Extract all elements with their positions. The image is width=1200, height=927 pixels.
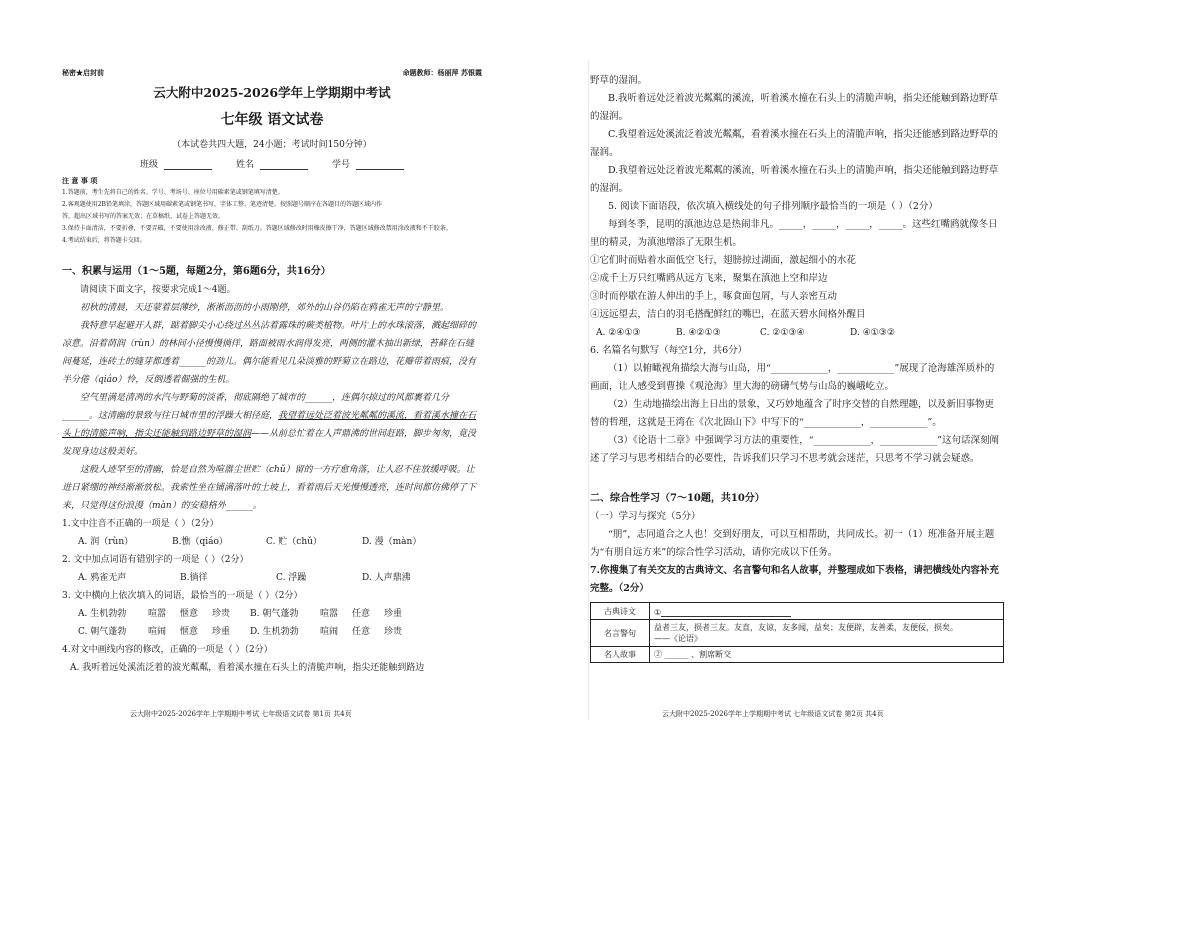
exam-title: 云大附中2025-2026学年上学期期中考试 — [153, 85, 391, 100]
note-item: 3.保持卡面清洁，不要折叠，不要弄破，不要使用涂改液、修正带、刮纸刀。答题区域修改时用橡皮擦干净，答题区域修改禁用涂改液和不干胶条。 — [62, 225, 452, 232]
table-row-label: 古典诗文 — [591, 603, 650, 620]
question-6-3: （3）《论语十二章》中强调学习方法的重要性，“____________，____________”这句话深刻阐述了学习与思考相结合的必要性，告诉我们只学习不思考就会迷茫，只思考不学习就会疑惑。 — [590, 435, 1000, 464]
table-row-label: 名人故事 — [591, 647, 650, 663]
question-5-options — [590, 324, 1002, 342]
question-3-options-row: A. 生机勃勃 喧嚣 惬意 珍贵 B. 朝气蓬勃 喧嚣 任意 珍重 — [78, 609, 403, 619]
question-5-item: ①它们时而贴着水面低空飞行，翅膀掠过湖面，激起细小的水花 — [590, 255, 857, 266]
question-4: 4.对文中画线内容的修改，正确的一项是（ ）（2分） — [62, 645, 273, 655]
table-cell: ② ______ 、割席断交 — [650, 647, 1004, 663]
question-7-table — [590, 602, 1004, 663]
option: A. ②④①③ — [596, 328, 641, 338]
section-2-heading: 二、综合性学习（7～10题，共10分） — [590, 493, 765, 504]
question-6: 6. 名篇名句默写（每空1分，共6分） — [590, 345, 748, 356]
passage-paragraph: 我特意早起避开人群，踮着脚尖小心绕过丛丛沾着露珠的蕨类植物。叶片上的水珠滚落，溅起细碎的凉意。沿着荫润（rùn）的林间小径慢慢徜徉，路面被雨水润得发亮，两侧的灌木抽出新绿，苔藓在石缝间蔓延，连砖土的缝芽都透着______的劲儿。偶尔能看见几朵淡雅的野菊立在路边，花瓣带着雨痕，没有半分倦（qiáo）怜，反倒透着倔强的生机。 — [62, 321, 477, 385]
instruction: 请阅读下面文字，按要求完成1～4题。 — [80, 285, 236, 295]
note-item: 1.答题前，考生先将自己的姓名、学号、考场号、座位号用碳素笔或钢笔填写清楚。 — [62, 189, 284, 196]
question-4-option-d: D.我望着远处泛着波光粼粼的溪流，听着溪水撞在石头上的清脆声响，指尖还能触到路边野草的湿润。 — [590, 165, 999, 194]
passage-paragraph: 这般人迹罕至的清幽，恰是自然为喧嚣尘世贮（chǔ）留的一方疗愈角落，让人忍不住放缓呼吸。让进日紧绷的神经渐渐放松。我索性坐在铺满落叶的土坡上，看着雨后天光慢慢透亮，连时间都仿佛停了下来，只觉得这份浪漫（màn）的安稳格外______。 — [62, 465, 477, 511]
question-5-item: ②成千上万只红嘴鸥从远方飞来，聚集在滇池上空和岸边 — [590, 273, 828, 284]
notes-heading: 注 意 事 项 — [62, 176, 98, 185]
student-fields — [62, 157, 482, 170]
student-id-field: 学号 — [332, 157, 404, 170]
question-2-options — [62, 569, 482, 587]
question-5-item: ③时而停歇在游人伸出的手上，啄食面包屑，与人亲密互动 — [590, 291, 838, 302]
question-6-1: （1）以俯瞰视角描绘大海与山岛，用“____________，____________”展现了沧海雄浑质朴的画面，让人感受到曹操《观沧海》里大海的磅礴气势与山岛的巍峨屹立。 — [590, 363, 995, 392]
subsection-heading: （一）学习与探究（5分） — [590, 511, 701, 522]
page-footer: 云大附中2025-2026学年上学期期中考试 七年级语文试卷 第1页 共4页 — [130, 710, 352, 718]
option: D. ④①③② — [850, 328, 895, 338]
question-4-option-a: A. 我听着远处溪流泛着的波光粼粼，看着溪水撞在石头上的清脆声响，指尖还能触到路边 — [70, 663, 425, 673]
question-3-options-row: C. 朝气蓬勃 喧闹 惬意 珍重 D. 生机勃勃 喧闹 任意 珍贵 — [78, 627, 403, 637]
option: B. ④②①③ — [676, 328, 721, 338]
subsection-intro: “朋”，志同道合之人也！交到好朋友，可以互相帮助，共同成长。初一（1）班准备开展主题为“有朋自远方来”的综合性学习活动，请你完成以下任务。 — [590, 529, 995, 558]
question-3: 3. 文中横向上依次填入的词语，最恰当的一项是（ ）（2分） — [62, 591, 303, 601]
question-7: 7.你搜集了有关交友的古典诗文、名言警句和名人故事，并整理成如下表格，请把横线处内容补充完整。（2分） — [590, 565, 999, 594]
exam-info: （本试卷共四大题，24小题；考试时间150分钟） — [172, 140, 372, 150]
question-5: 5. 阅读下面语段，依次填入横线处的句子排列顺序最恰当的一项是（ ）（2分） — [608, 201, 938, 212]
question-6-2: （2）生动地描绘出海上日出的景象，又巧妙地蕴含了时序交替的自然理趣，以及新旧事物更替的哲理，这就是王湾在《次北固山下》中写下的“____________，____________”。 — [590, 399, 995, 428]
confidential-mark: 秘密★启封前 — [62, 68, 104, 77]
question-1-options — [62, 533, 482, 551]
option: B.憔（qiáo） — [172, 537, 228, 547]
option: A. 鸦雀无声 — [78, 573, 127, 583]
question-4-option-a-cont: 野草的湿润。 — [590, 75, 648, 86]
table-row-label: 名言警句 — [591, 620, 650, 647]
note-item: 答，超出区域书写的答案无效；在草稿纸、试卷上答题无效。 — [62, 213, 225, 220]
option: C. 浮躁 — [276, 573, 307, 583]
table-cell: 益者三友，损者三友。友直，友谅，友多闻，益矣；友便辟，友善柔，友便佞，损矣。 ——《论语》 — [650, 620, 1004, 647]
note-item: 4.考试结束后，将答题卡交回。 — [62, 237, 146, 244]
exam-subtitle: 七年级 语文试卷 — [220, 112, 324, 128]
table-row — [591, 647, 1004, 663]
question-5-item: ④远远望去，洁白的羽毛搭配鲜红的嘴巴，在蓝天碧水间格外醒目 — [590, 309, 866, 320]
page-footer: 云大附中2025-2026学年上学期期中考试 七年级语文试卷 第2页 共4页 — [662, 710, 884, 718]
table-row — [591, 603, 1004, 620]
option: C. ②①③④ — [760, 328, 805, 338]
option: D. 人声鼎沸 — [362, 573, 411, 583]
note-item: 2.客观题使用2B铅笔填涂，答题区域用碳素笔或钢笔书写，字体工整、笔迹清楚。按照题号顺序在各题目的答题区域内作 — [62, 201, 382, 208]
answer-blank[interactable] — [661, 605, 791, 617]
question-4-option-c: C.我望着远处溪流泛着波光粼粼，看着溪水撞在石头上的清脆声响，指尖还能感到路边野草的湿润。 — [590, 129, 998, 158]
exam-page-1 — [0, 0, 590, 927]
passage-paragraph: 初秋的清晨，天还蒙着层薄纱，淅淅沥沥的小雨刚停，郊外的山谷仍陷在鸦雀无声的宁静里。 — [80, 303, 450, 313]
underlined-sentence: 我望着远处泛着波光粼粼的溪流，看着溪水撞在石头上的清脆声响，指尖还能触到路边野草的湿润 — [62, 411, 477, 439]
option: D. 漫（màn） — [362, 537, 422, 547]
option: B.徜徉 — [180, 573, 208, 583]
teacher-credit: 命题教师：杨丽萍 苏银霞 — [402, 68, 482, 77]
class-field: 班级 — [140, 157, 212, 170]
question-1: 1.文中注音不正确的一项是（ ）（2分） — [62, 519, 219, 529]
question-5-text: 每到冬季，昆明的滇池边总是热闹非凡。_____，_____，_____，_____。这些红嘴鸥就像冬日里的精灵，为滇池增添了无限生机。 — [590, 219, 998, 248]
table-cell: ① — [650, 603, 1004, 620]
passage-paragraph: 空气里满是清冽的水汽与野菊的淡香，彻底隔绝了城市的______，连偶尔掠过的风都裹着几分______。这清幽的景致与往日城市里的浮躁大相径庭，我望着远处泛着波光粼粼的溪流，看着溪水撞在石头上的清脆声响，指尖还能触到路边野草的湿润——从前总忙着在人声鼎沸的世间赶路，脚步匆匆，竟没发现身边这般美好。 — [62, 393, 477, 457]
section-1-heading: 一、积累与运用（1～5题，每题2分，第6题6分，共16分） — [62, 266, 331, 277]
name-field: 姓名 — [236, 157, 308, 170]
option: A. 润（rùn） — [78, 537, 134, 547]
table-row — [591, 620, 1004, 647]
question-2: 2. 文中加点词语有错别字的一项是（ ）（2分） — [62, 555, 249, 565]
exam-page-2 — [590, 0, 1200, 927]
question-4-option-b: B.我听着远处泛着波光粼粼的溪流，听着溪水撞在石头上的清脆声响，指尖还能触到路边野草的湿润。 — [590, 93, 999, 122]
page-header — [62, 68, 482, 79]
option: C. 贮（chǔ） — [266, 537, 322, 547]
